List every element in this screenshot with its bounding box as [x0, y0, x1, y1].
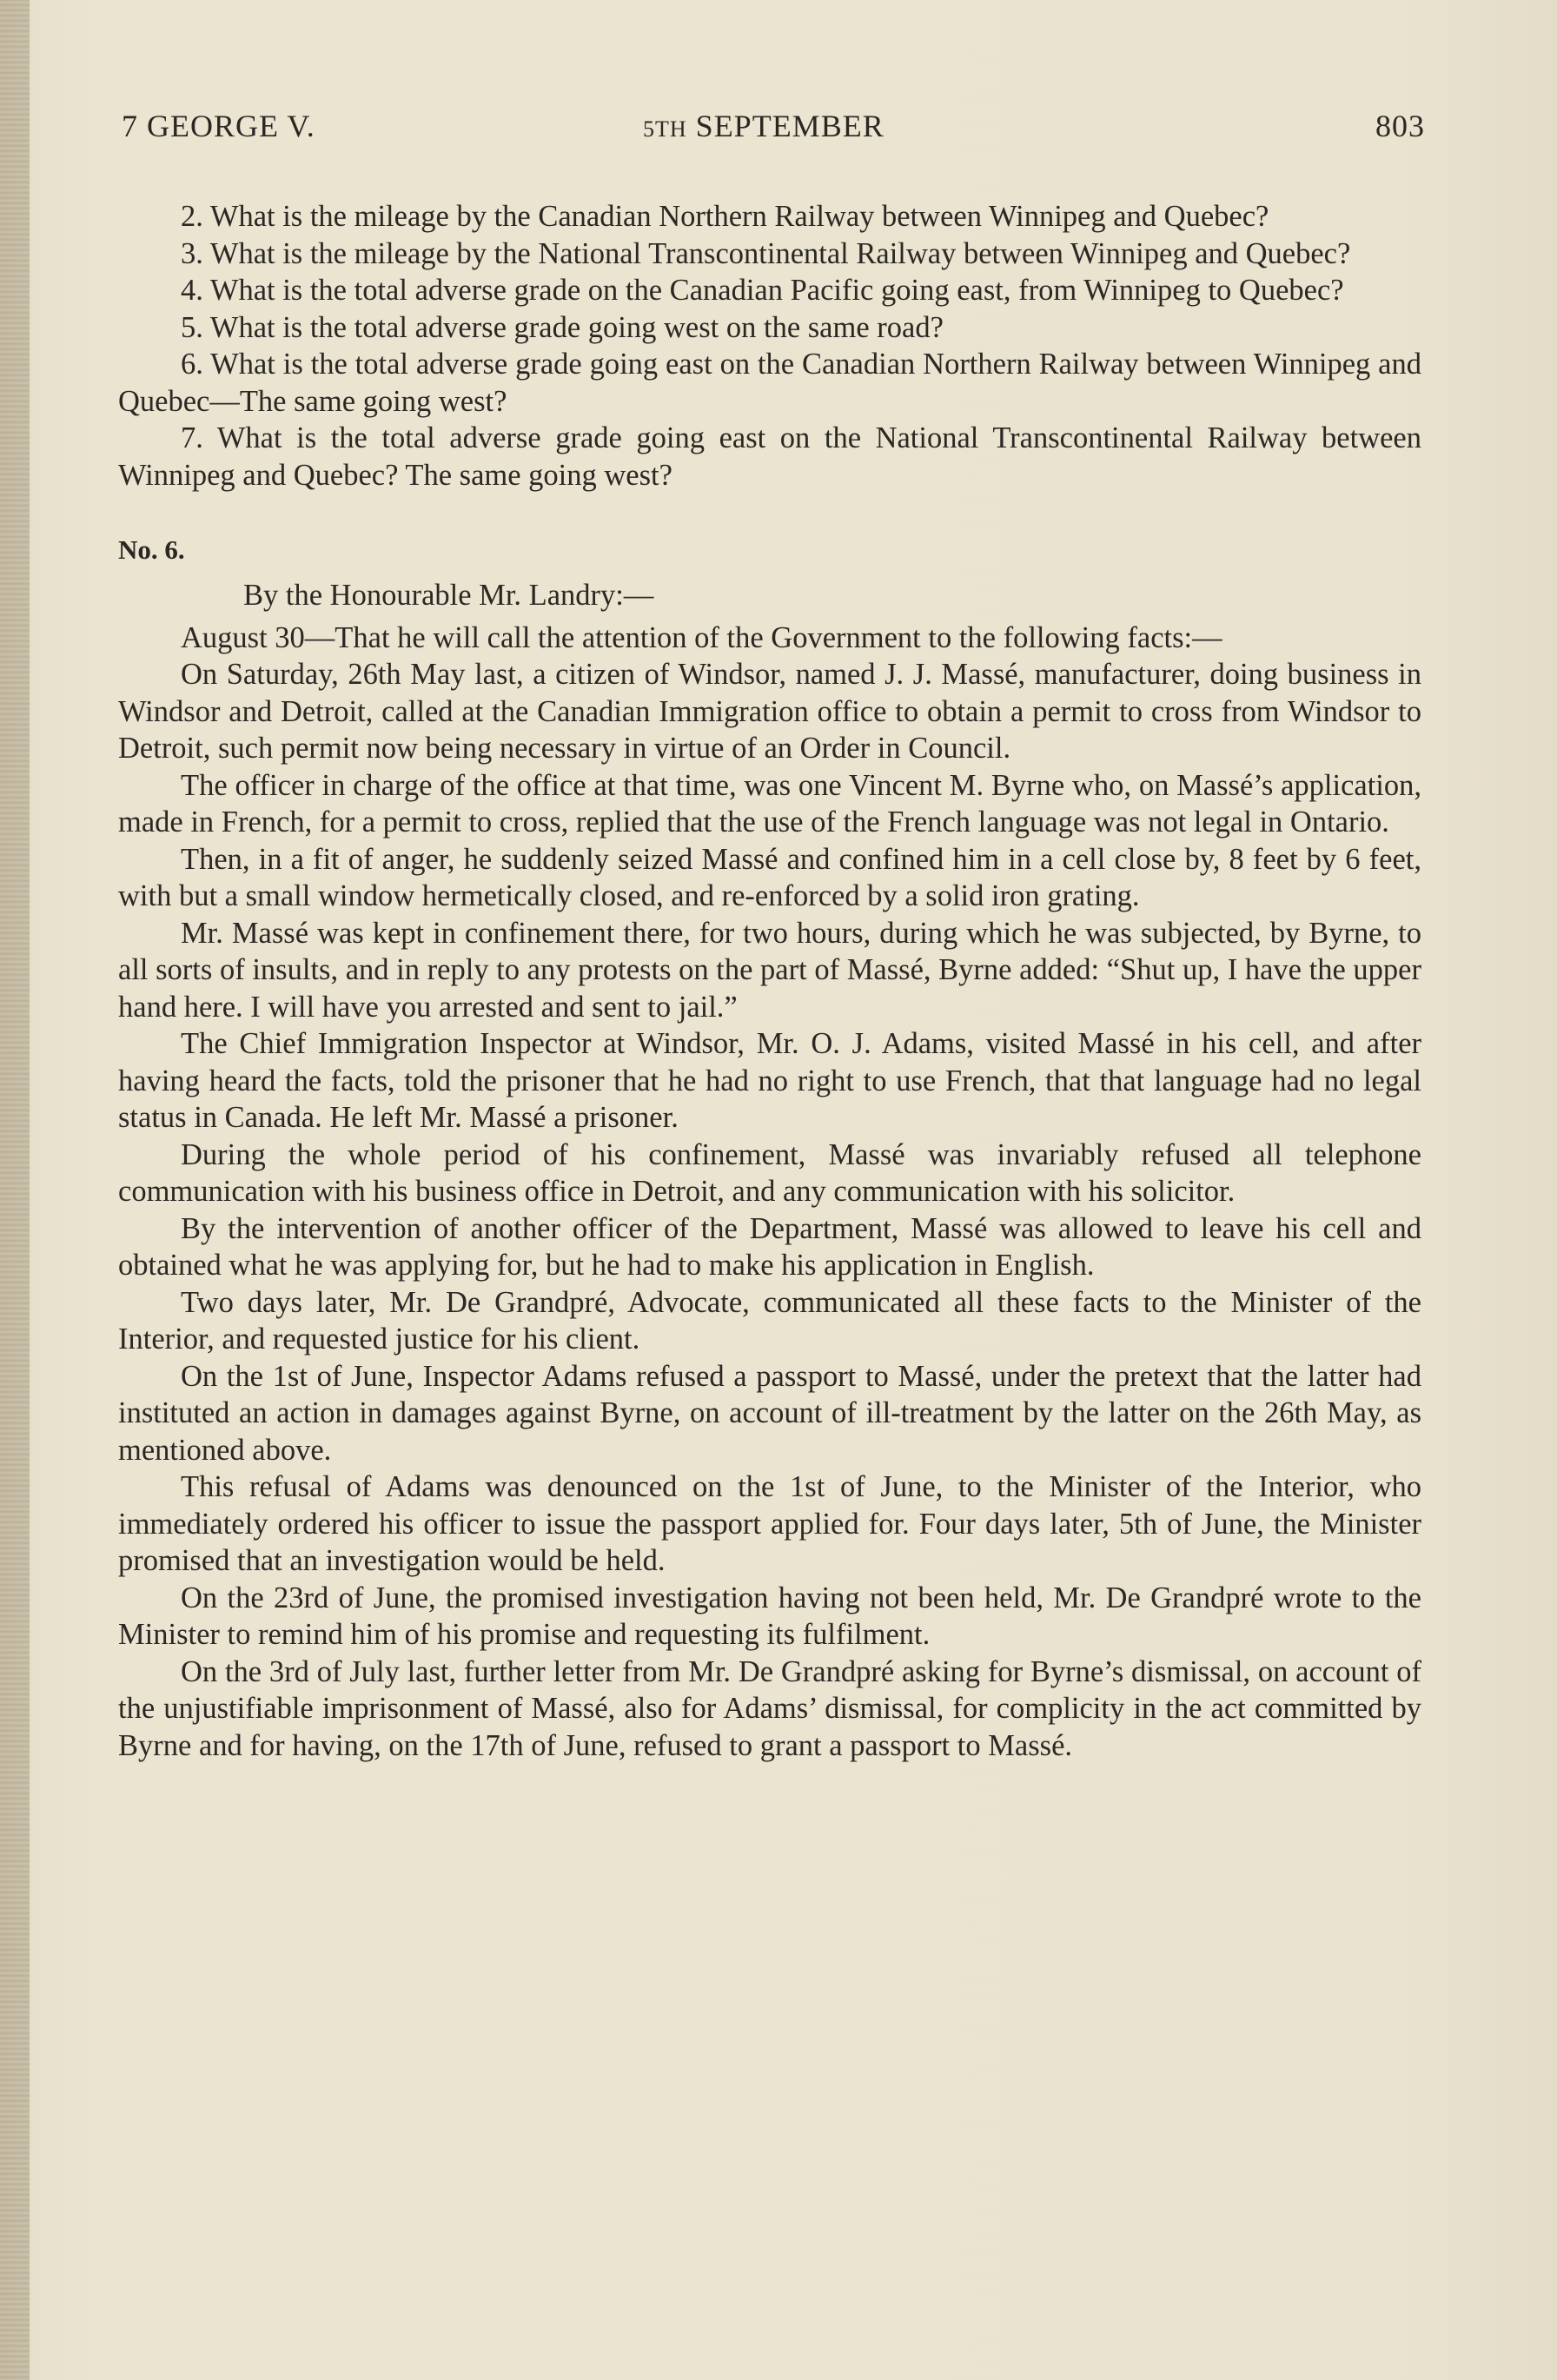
header-regnal-year: 7 GEORGE V.: [122, 109, 315, 143]
header-date-month: SEPTEMBER: [695, 109, 885, 143]
paragraph-officer: The officer in charge of the office at that time, was one Vincent M. Byrne who, on Massé’s application, made in French, for a permit to cross, replied that the use of the French language was not legal in Ontario.: [118, 768, 1421, 839]
paragraph-advocate: Two days later, Mr. De Grandpré, Advocate, communicated all these facts to the Minister of the Interior, and requested justice for his client.: [118, 1285, 1421, 1356]
question-2: 2. What is the mileage by the Canadian Northern Railway between Winnipeg and Quebec?: [181, 200, 1269, 233]
header-date-day: 5TH: [643, 116, 687, 142]
question-6: 6. What is the total adverse grade going east on the Canadian Northern Railway between Winnipeg and Quebec—The same going west?: [118, 348, 1421, 418]
paragraph-notice: August 30—That he will call the attention of the Government to the following facts:—: [181, 620, 1222, 654]
question-4: 4. What is the total adverse grade on the Canadian Pacific going east, from Winnipeg to Quebec?: [181, 274, 1344, 307]
paragraph-communication-refused: During the whole period of his confinement, Massé was invariably refused all telephone communication with his business office in Detroit, and any communication with his solicitor.: [118, 1137, 1421, 1208]
paragraph-insults: Mr. Massé was kept in confinement there, for two hours, during which he was subjected, by Byrne, to all sorts of insults, and in reply to any protests on the part of Massé, Byrne added: “Shut up, I have the upper hand here. I will have you arrested and sent to jail.”: [118, 916, 1421, 1024]
paragraph-dismissal-request: On the 3rd of July last, further letter from Mr. De Grandpré asking for Byrne’s dismissal, on account of the unjustifiable imprisonment of Massé, also for Adams’ dismissal, for complicity in the act committed by Byrne and for having, on the 17th of June, refused to grant a passport to Massé.: [118, 1654, 1421, 1762]
document-body: [118, 198, 1421, 1764]
paragraph-confinement: Then, in a fit of anger, he suddenly seized Massé and confined him in a cell close by, 8 feet by 6 feet, with but a small window hermetically closed, and re-enforced by a solid iron grating.: [118, 842, 1421, 912]
book-binding-edge: [0, 0, 30, 2380]
header-date: [643, 108, 885, 144]
section-number: No. 6.: [118, 534, 185, 565]
question-5: 5. What is the total adverse grade going west on the same road?: [181, 310, 944, 344]
question-7: 7. What is the total adverse grade going east on the National Transcontinental Railway between Winnipeg and Quebec? The same going west?: [118, 421, 1421, 492]
paragraph-release: By the intervention of another officer of the Department, Massé was allowed to leave his cell and obtained what he was applying for, but he had to make his application in English.: [118, 1211, 1421, 1282]
byline: By the Honourable Mr. Landry:—: [243, 579, 654, 612]
question-3: 3. What is the mileage by the National Transcontinental Railway between Winnipeg and Quebec?: [181, 236, 1351, 270]
paragraph-denounced: This refusal of Adams was denounced on the 1st of June, to the Minister of the Interior, who immediately ordered his officer to issue the passport applied for. Four days later, 5th of June, the Minister promised that an investigation would be held.: [118, 1470, 1421, 1577]
paragraph-inspector-visit: The Chief Immigration Inspector at Windsor, Mr. O. J. Adams, visited Massé in his cell, and after having heard the facts, told the prisoner that he had no right to use French, that that language had no legal status in Canada. He left Mr. Massé a prisoner.: [118, 1027, 1421, 1134]
paragraph-passport-refused: On the 1st of June, Inspector Adams refused a passport to Massé, under the pretext that the latter had instituted an action in damages against Byrne, on account of ill-treatment by the latter on the 26th May, as mentioned above.: [118, 1359, 1421, 1467]
paragraph-reminder: On the 23rd of June, the promised investigation having not been held, Mr. De Grandpré wrote to the Minister to remind him of his promise and requesting its fulfilment.: [118, 1581, 1421, 1651]
running-header: [122, 108, 1425, 151]
page-number: 803: [1375, 109, 1425, 143]
paragraph-incident: On Saturday, 26th May last, a citizen of Windsor, named J. J. Massé, manufacturer, doing business in Windsor and Detroit, called at the Canadian Immigration office to obtain a permit to cross from Windsor to Detroit, such permit now being necessary in virtue of an Order in Council.: [118, 658, 1421, 765]
